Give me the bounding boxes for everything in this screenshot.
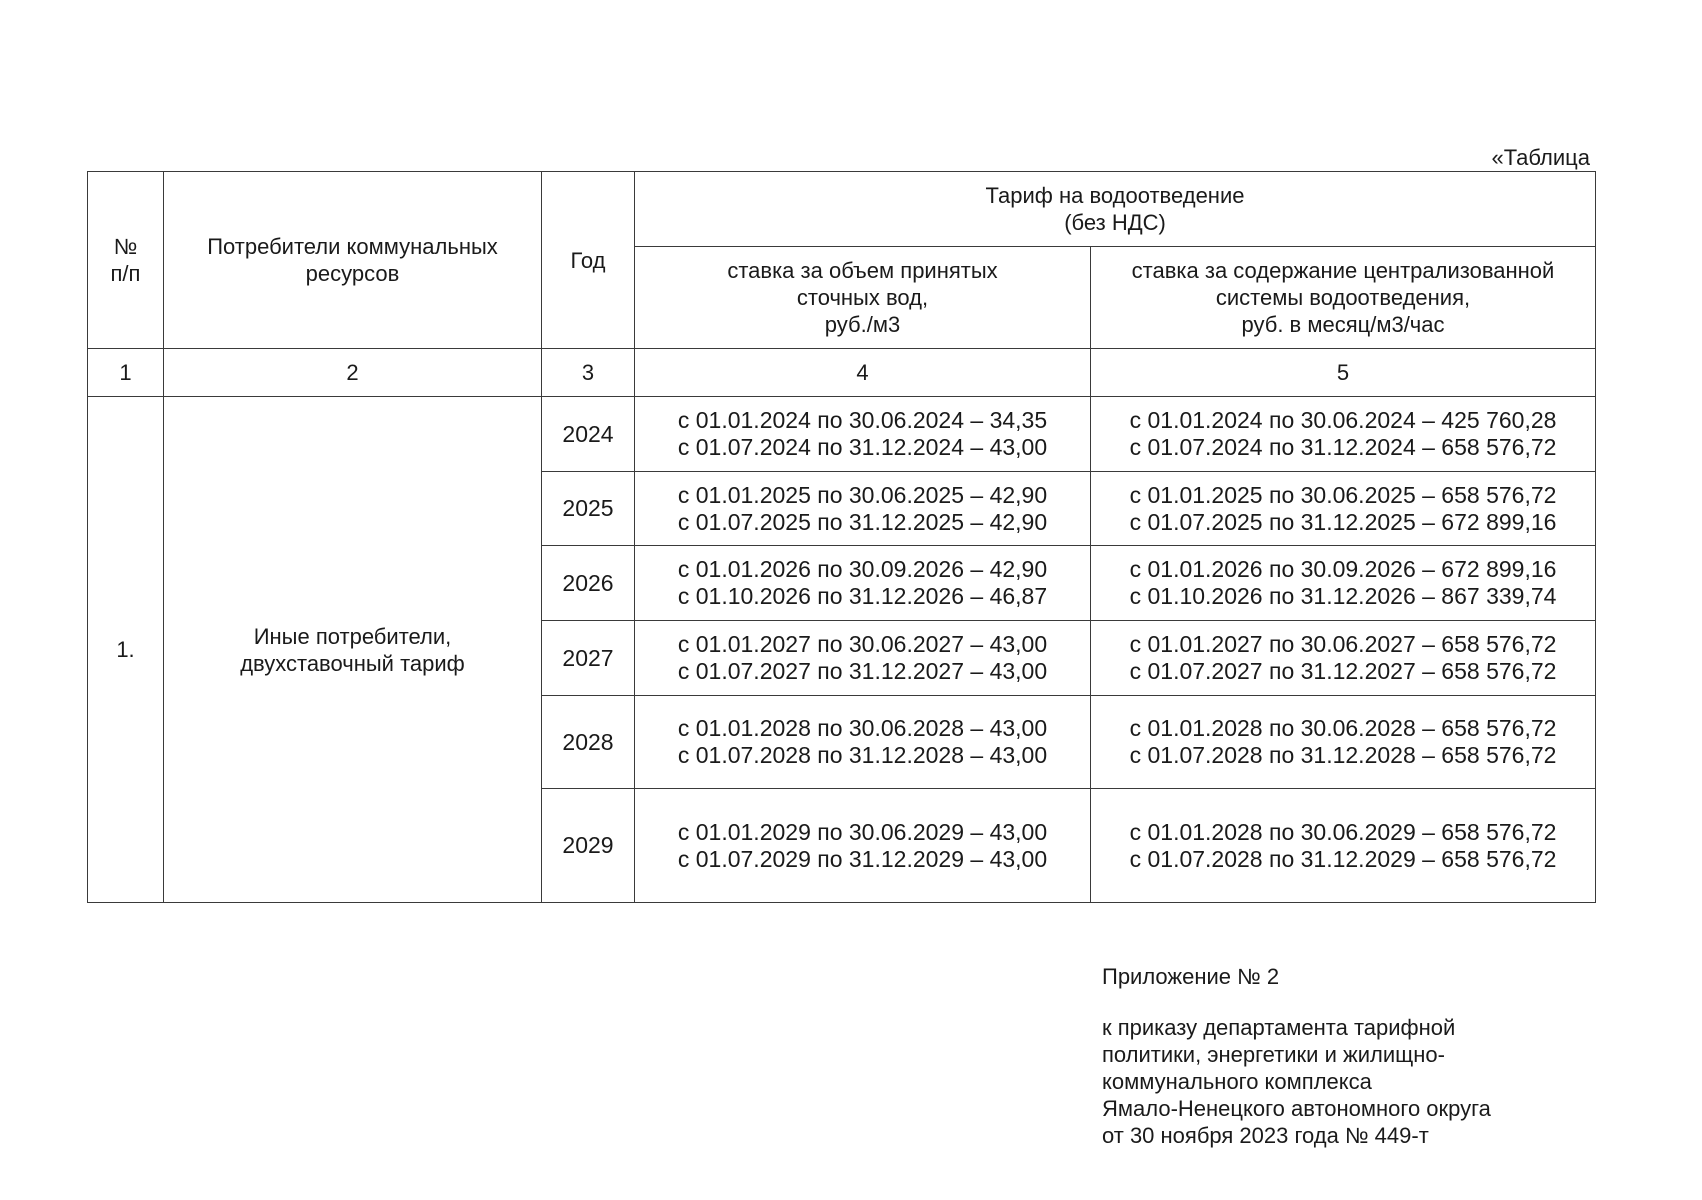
column-index: 5 — [1091, 349, 1596, 397]
appendix-line: от 30 ноября 2023 года № 449-т — [1102, 1123, 1429, 1148]
header-year: Год — [542, 172, 635, 349]
year-cell: 2028 — [542, 696, 635, 789]
appendix-block — [1102, 963, 1491, 1149]
year-cell: 2029 — [542, 789, 635, 903]
header-rate-maintenance: ставка за содержание централизованной системы водоотведения, руб. в месяц/м3/час — [1091, 247, 1596, 349]
appendix-title: Приложение № 2 — [1102, 964, 1280, 989]
volume-rate-cell: с 01.01.2029 по 30.06.2029 – 43,00 с 01.07.2029 по 31.12.2029 – 43,00 — [635, 789, 1091, 903]
volume-rate-cell: с 01.01.2027 по 30.06.2027 – 43,00 с 01.07.2027 по 31.12.2027 – 43,00 — [635, 621, 1091, 696]
year-cell: 2027 — [542, 621, 635, 696]
maintenance-rate-cell: с 01.01.2024 по 30.06.2024 – 425 760,28 с 01.07.2024 по 31.12.2024 – 658 576,72 — [1091, 397, 1596, 472]
year-cell: 2024 — [542, 397, 635, 472]
maintenance-rate-cell: с 01.01.2027 по 30.06.2027 – 658 576,72 с 01.07.2027 по 31.12.2027 – 658 576,72 — [1091, 621, 1596, 696]
header-row-group — [88, 172, 1596, 247]
appendix-line: политики, энергетики и жилищно- — [1102, 1042, 1445, 1067]
header-num: № п/п — [88, 172, 164, 349]
appendix-line: Ямало-Ненецкого автономного округа — [1102, 1096, 1491, 1121]
table-row — [88, 397, 1596, 472]
column-index: 3 — [542, 349, 635, 397]
volume-rate-cell: с 01.01.2026 по 30.09.2026 – 42,90 с 01.10.2026 по 31.12.2026 – 46,87 — [635, 546, 1091, 621]
maintenance-rate-cell: с 01.01.2028 по 30.06.2029 – 658 576,72 с 01.07.2028 по 31.12.2029 – 658 576,72 — [1091, 789, 1596, 903]
volume-rate-cell: с 01.01.2025 по 30.06.2025 – 42,90 с 01.07.2025 по 31.12.2025 – 42,90 — [635, 472, 1091, 546]
maintenance-rate-cell: с 01.01.2028 по 30.06.2028 – 658 576,72 с 01.07.2028 по 31.12.2028 – 658 576,72 — [1091, 696, 1596, 789]
header-tariff-group: Тариф на водоотведение (без НДС) — [635, 172, 1596, 247]
maintenance-rate-cell: с 01.01.2025 по 30.06.2025 – 658 576,72 с 01.07.2025 по 31.12.2025 – 672 899,16 — [1091, 472, 1596, 546]
maintenance-rate-cell: с 01.01.2026 по 30.09.2026 – 672 899,16 с 01.10.2026 по 31.12.2026 – 867 339,74 — [1091, 546, 1596, 621]
table-caption: «Таблица — [1491, 145, 1590, 170]
year-cell: 2025 — [542, 472, 635, 546]
year-cell: 2026 — [542, 546, 635, 621]
header-consumers: Потребители коммунальных ресурсов — [164, 172, 542, 349]
column-index-row — [88, 349, 1596, 397]
tariff-table — [87, 171, 1596, 903]
appendix-line: к приказу департамента тарифной — [1102, 1015, 1456, 1040]
item-consumer: Иные потребители, двухставочный тариф — [164, 397, 542, 903]
header-rate-volume: ставка за объем принятых сточных вод, руб./м3 — [635, 247, 1091, 349]
item-num: 1. — [88, 397, 164, 903]
appendix-line: коммунального комплекса — [1102, 1069, 1372, 1094]
column-index: 1 — [88, 349, 164, 397]
volume-rate-cell: с 01.01.2028 по 30.06.2028 – 43,00 с 01.07.2028 по 31.12.2028 – 43,00 — [635, 696, 1091, 789]
volume-rate-cell: с 01.01.2024 по 30.06.2024 – 34,35 с 01.07.2024 по 31.12.2024 – 43,00 — [635, 397, 1091, 472]
column-index: 2 — [164, 349, 542, 397]
column-index: 4 — [635, 349, 1091, 397]
